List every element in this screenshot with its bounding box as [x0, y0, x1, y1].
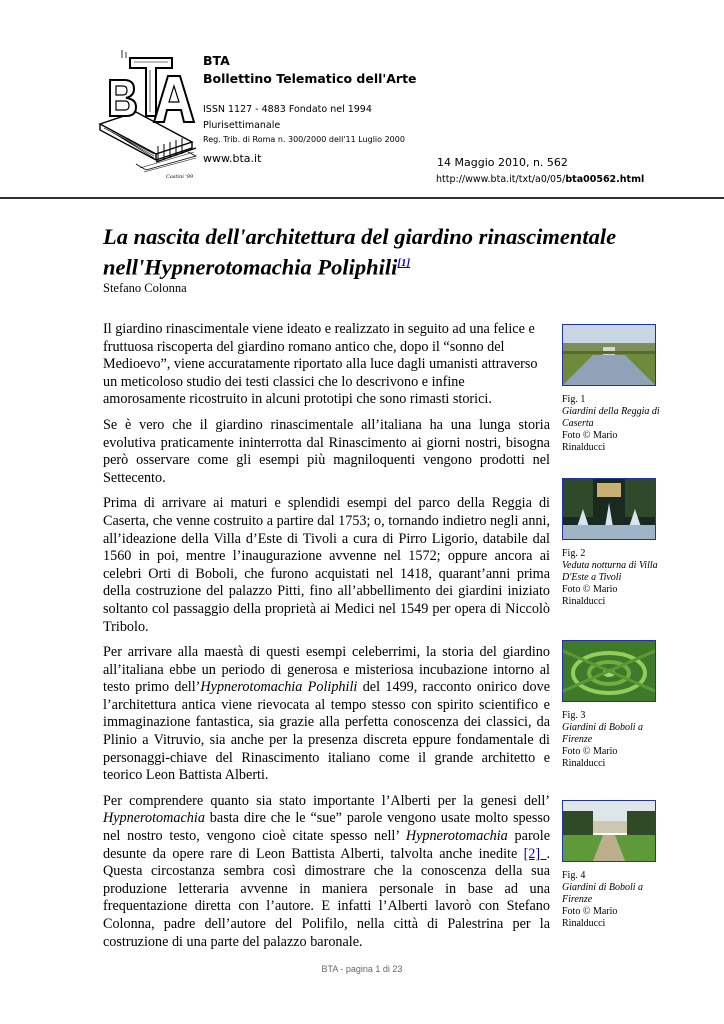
figure-2-credit: Foto © Mario Rinalducci: [562, 584, 618, 607]
p5-text-d: . Questa circostanza sembra così dimostrare che la conoscenza della sua produzione letteraria avvenne in maniera personale in base ad una frequentazione diretta con l’autore. E infatti l’Alberti lavorò con Stefano Colonna, padre dell’autore del Polifilo, nella città di Palestrina per la costruzione di una parte del palazzo baronale.: [103, 845, 550, 950]
paragraph-2: Se è vero che il giardino rinascimentale all’italiana ha una lunga storia evolutiva praticamente ininterrotta dal Rinascimento ai giorni nostri, bisogna però osservare come gli esempi più magniloquenti vengono prodotti nel Settecento.: [103, 416, 550, 486]
p5-italic-2: Hypnerotomachia: [405, 828, 508, 845]
registration: Reg. Trib. di Roma n. 300/2000 dell'11 Luglio 2000: [203, 135, 405, 144]
figure-2: [562, 478, 660, 608]
author: Stefano Colonna: [103, 281, 187, 295]
figure-1-number: Fig. 1: [562, 394, 586, 405]
p4-italic: Hypnerotomachia Poliphili: [200, 679, 358, 696]
figure-1-photo[interactable]: [562, 324, 656, 386]
figure-1-credit: Foto © Mario Rinalducci: [562, 430, 618, 453]
figure-3-credit: Foto © Mario Rinalducci: [562, 746, 618, 769]
figure-4: [562, 800, 660, 930]
issn-line: ISSN 1127 - 4883 Fondato nel 1994: [203, 104, 372, 115]
header-divider: [0, 197, 724, 199]
article-body: [103, 321, 550, 959]
paragraph-4: [103, 644, 550, 785]
figure-2-photo[interactable]: [562, 478, 656, 540]
figure-2-caption: Veduta notturna di Villa D'Este a Tivoli: [562, 560, 658, 583]
publisher-name: BTA: [203, 53, 230, 68]
issue-date: 14 Maggio 2010, n. 562: [437, 156, 568, 169]
p5-text-a: Per comprendere quanto sia stato importante l’Alberti per la genesi dell’: [103, 792, 550, 809]
p4-text-a: Per arrivare alla maestà di questi esempi celeberrimi, la storia del giardino all’italiana ebbe un periodo di generosa e misteriosa incubazione intorno al testo primo dell’: [103, 644, 550, 696]
figure-4-number: Fig. 4: [562, 870, 586, 881]
title-line-2: nell'Hypnerotomachia Poliphili: [103, 254, 398, 280]
paragraph-1: Il giardino rinascimentale viene ideato e realizzato in seguito ad una felice e fruttuosa riscoperta del giardino romano antico che, dopo il “sonno del Medioevo”, viene accuratamente riportato alla luce dagli umanisti attraverso un meticoloso studio dei testi classici che lo descrivono e infine amorosamente ricostruito in alcuni prototipi che sono rimasti storici.: [103, 321, 538, 408]
article-title: [103, 224, 663, 281]
figure-4-credit: Foto © Mario Rinalducci: [562, 906, 618, 929]
figure-1-caption: Giardini della Reggia di Caserta: [562, 406, 660, 429]
p5-italic-1: Hypnerotomachia: [103, 810, 205, 827]
p4-text-b: del 1499, racconto onirico dove l’architettura antica viene rievocata al tempo stesso con spirito scientifico e immaginazione fantastica, sia grazie alla perfetta conoscenza dei classici, da Plinio a Vitruvio, sia anche per la presenza discreta eppure fondamentale di personaggi-chiave del Rinascimento italiano come il grande architetto e teorico Leon Battista Alberti.: [103, 679, 550, 784]
figure-3-photo[interactable]: [562, 640, 656, 702]
paragraph-5: [103, 793, 550, 951]
figure-3-caption: Giardini di Boboli a Firenze: [562, 722, 644, 745]
publisher-full-name: Bollettino Telematico dell'Arte: [203, 71, 417, 86]
logo-signature: Castini '99: [166, 174, 194, 180]
page-footer: BTA - pagina 1 di 23: [321, 964, 403, 974]
article-url[interactable]: [436, 174, 644, 185]
url-file: bta00562.html: [565, 174, 645, 185]
figure-4-photo[interactable]: [562, 800, 656, 862]
bta-logo: [96, 46, 208, 182]
url-prefix: http://www.bta.it/txt/a0/05/: [436, 174, 566, 185]
figure-3: [562, 640, 660, 770]
figure-3-number: Fig. 3: [562, 710, 586, 721]
figure-1: [562, 324, 660, 454]
paragraph-3: Prima di arrivare ai maturi e splendidi esempi del parco della Reggia di Caserta, che venne costruito a partire dal 1753; o, tornando indietro negli anni, all’ideazione della Villa d’Este di Tivoli a cura di Pirro Ligorio, databile dal 1560 in poi, mentre l’inaugurazione avvenne nel 1572; oppure ancora ai celebri Orti di Boboli, che furono acquistati nel 1418, quarant’anni prima della costruzione del palazzo Pitti, fino all’abbellimento dei giardini iniziato soltanto col passaggio della proprietà ai Medici nel 1549 per opera di Niccolò Tribolo.: [103, 495, 550, 635]
figure-2-number: Fig. 2: [562, 548, 586, 559]
website-link[interactable]: www.bta.it: [203, 152, 262, 165]
p5-text-b: basta dire che le “sue” parole vengono usate molto spesso nel nostro testo, vengono cioè citate spesso nell’: [103, 810, 550, 845]
title-footnote-link[interactable]: [1]: [397, 257, 411, 269]
footnote-2-link[interactable]: [2]: [523, 845, 547, 862]
title-line-1: La nascita dell'architettura del giardino rinascimentale: [103, 224, 617, 249]
figure-4-caption: Giardini di Boboli a Firenze: [562, 882, 644, 905]
periodicity: Plurisettimanale: [203, 120, 281, 131]
p5-text-c: parole desunte da opere rare di Leon Battista Alberti, talvolta anche inedite: [103, 828, 551, 862]
